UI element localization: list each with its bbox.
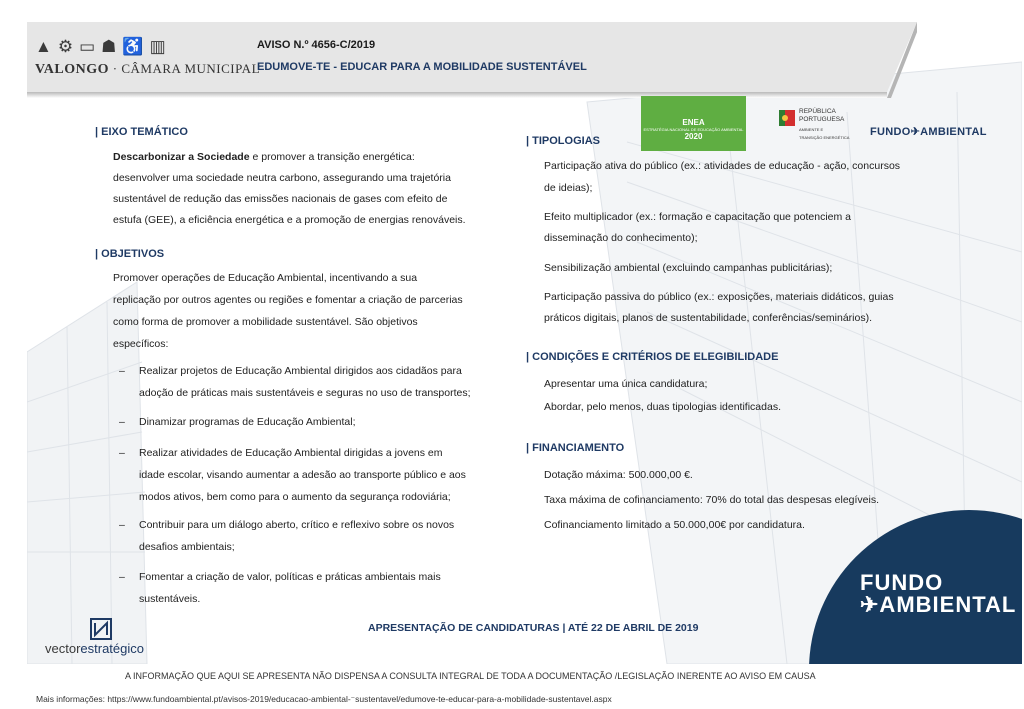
eixo-title: | EIXO TEMÁTICO — [95, 126, 188, 138]
condicao-2: Abordar, pelo menos, duas tipologias identificadas. — [544, 401, 781, 413]
fundo-big-line-1: FUNDO — [860, 570, 944, 595]
enea-label: ENEA — [682, 118, 705, 127]
bullet-3-line-3: modos ativos, bem como para o aumento da segurança rodoviária; — [139, 491, 451, 503]
bullet-5-line-1: Fomentar a criação de valor, políticas e práticas ambientais mais — [139, 571, 441, 583]
mountain-icon: ▲ — [35, 37, 52, 56]
enea-sub: ESTRATÉGIA NACIONAL DE EDUCAÇÃO AMBIENTAL — [643, 127, 744, 132]
header-shadow — [27, 92, 887, 98]
tipologia-3-line-1: Sensibilização ambiental (excluindo campanhas publicitárias); — [544, 262, 833, 274]
objetivos-title: | OBJETIVOS — [95, 248, 165, 260]
fundo-ambiental-small-logo: FUNDO✈AMBIENTAL — [870, 126, 987, 138]
republica-logo — [799, 108, 849, 141]
bullet-dash: – — [119, 447, 125, 459]
tipologia-2-line-1: Efeito multiplicador (ex.: formação e capacitação que potenciem a — [544, 211, 851, 223]
wheelchair-icon: ♿ — [122, 37, 144, 56]
header-tip — [847, 22, 917, 98]
bullet-dash: – — [119, 416, 125, 428]
enea-logo — [641, 96, 746, 151]
bullet-3-line-2: idade escolar, visando aumentar a adesão ao transporte público e aos — [139, 469, 466, 481]
deadline-banner: APRESENTAÇÃO DE CANDIDATURAS | ATÉ 22 DE ABRIL DE 2019 — [368, 622, 699, 634]
bullet-3-line-1: Realizar atividades de Educação Ambiental dirigidas a jovens em — [139, 447, 443, 459]
bullet-4-line-1: Contribuir para um diálogo aberto, crítico e reflexivo sobre os novos — [139, 519, 455, 531]
fundo-big-line-2: ✈AMBIENTAL — [860, 592, 1017, 617]
tipologias-title: | TIPOLOGIAS — [526, 135, 600, 147]
eixo-lead: Descarbonizar a Sociedade e promover a transição energética: — [113, 151, 415, 163]
vector-estrategico-icon — [90, 618, 112, 640]
financiamento-title: | FINANCIAMENTO — [526, 442, 625, 454]
bullet-dash: – — [119, 571, 125, 583]
tipologia-1-line-2: de ideias); — [544, 182, 593, 194]
eixo-line-2: sustentável de redução das emissões nacionais de gases com efeito de — [113, 193, 448, 205]
condicoes-title: | CONDIÇÕES E CRITÉRIOS DE ELEGIBILIDADE — [526, 351, 779, 363]
condicao-1: Apresentar uma única candidatura; — [544, 378, 708, 390]
financiamento-2: Taxa máxima de cofinanciamento: 70% do total das despesas elegíveis. — [544, 494, 880, 506]
disclaimer: A INFORMAÇÃO QUE AQUI SE APRESENTA NÃO DISPENSA A CONSULTA INTEGRAL DE TODA A DOCUMENTAÇÃO /LEGISLAÇÃO INERENTE AO AVISO EM CAUSA — [125, 671, 816, 681]
gear-icon: ⚙ — [57, 37, 74, 56]
bullet-1-line-1: Realizar projetos de Educação Ambiental dirigidos aos cidadãos para — [139, 365, 462, 377]
fundo-ambiental-big-logo — [860, 572, 1016, 616]
objetivos-intro-2: replicação por outros agentes ou regiões e fomentar a criação de parcerias — [113, 294, 463, 306]
screen-icon: ▭ — [79, 37, 96, 56]
tipologia-1-line-1: Participação ativa do público (ex.: atividades de educação - ação, concursos — [544, 160, 901, 172]
republica-line-1: REPÚBLICA — [799, 108, 836, 115]
objetivos-intro-4: específicos: — [113, 338, 169, 350]
vector-estrategico-text: vectorestratégico — [45, 641, 144, 656]
page-subtitle: EDUMOVE-TE - EDUCAR PARA A MOBILIDADE SUSTENTÁVEL — [257, 61, 587, 73]
republica-line-4: TRANSIÇÃO ENERGÉTICA — [799, 134, 850, 140]
people-icon: ☗ — [101, 37, 117, 56]
more-info-link[interactable]: Mais informações: https://www.fundoambiental.pt/avisos-2019/educacao-ambiental-⁻sustentavel/edumove-te-educar-para-a-mobilidade-sustentavel.aspx — [36, 694, 612, 704]
valongo-logo-icons — [35, 36, 166, 58]
eixo-line-3: estufa (GEE), a eficiência energética e a promoção de energias renováveis. — [113, 214, 466, 226]
objetivos-intro-3: como forma de promover a mobilidade sustentável. São objetivos — [113, 316, 418, 328]
enea-year: 2020 — [684, 132, 703, 141]
aviso-number: AVISO N.º 4656-C/2019 — [257, 39, 376, 51]
tipologia-4-line-2: práticos digitais, planos de sustentabilidade, conferências/seminários). — [544, 312, 873, 324]
buildings-icon: ▥ — [149, 37, 166, 56]
financiamento-1: Dotação máxima: 500.000,00 €. — [544, 469, 693, 481]
bullet-dash: – — [119, 519, 125, 531]
financiamento-3: Cofinanciamento limitado a 50.000,00€ por candidatura. — [544, 519, 805, 531]
valongo-logo-text: VALONGO · CÂMARA MUNICIPAL — [35, 61, 261, 77]
bullet-1-line-2: adoção de práticas mais sustentáveis e seguras no uso de transportes; — [139, 387, 471, 399]
portugal-flag-icon — [779, 110, 795, 126]
tipologia-2-line-2: disseminação do conhecimento); — [544, 232, 698, 244]
objetivos-intro-1: Promover operações de Educação Ambiental, incentivando a sua — [113, 272, 418, 284]
bullet-dash: – — [119, 365, 125, 377]
bullet-2-line-1: Dinamizar programas de Educação Ambiental; — [139, 416, 356, 428]
slide — [27, 22, 1022, 664]
republica-line-2: PORTUGUESA — [799, 115, 845, 123]
bullet-4-line-2: desafios ambientais; — [139, 541, 235, 553]
tipologia-4-line-1: Participação passiva do público (ex.: exposições, materiais didáticos, guias — [544, 291, 894, 303]
eixo-line-1: desenvolver uma sociedade neutra carbono, assegurando uma trajetória — [113, 172, 451, 184]
republica-line-3: AMBIENTE E — [799, 127, 824, 132]
bullet-5-line-2: sustentáveis. — [139, 593, 201, 605]
